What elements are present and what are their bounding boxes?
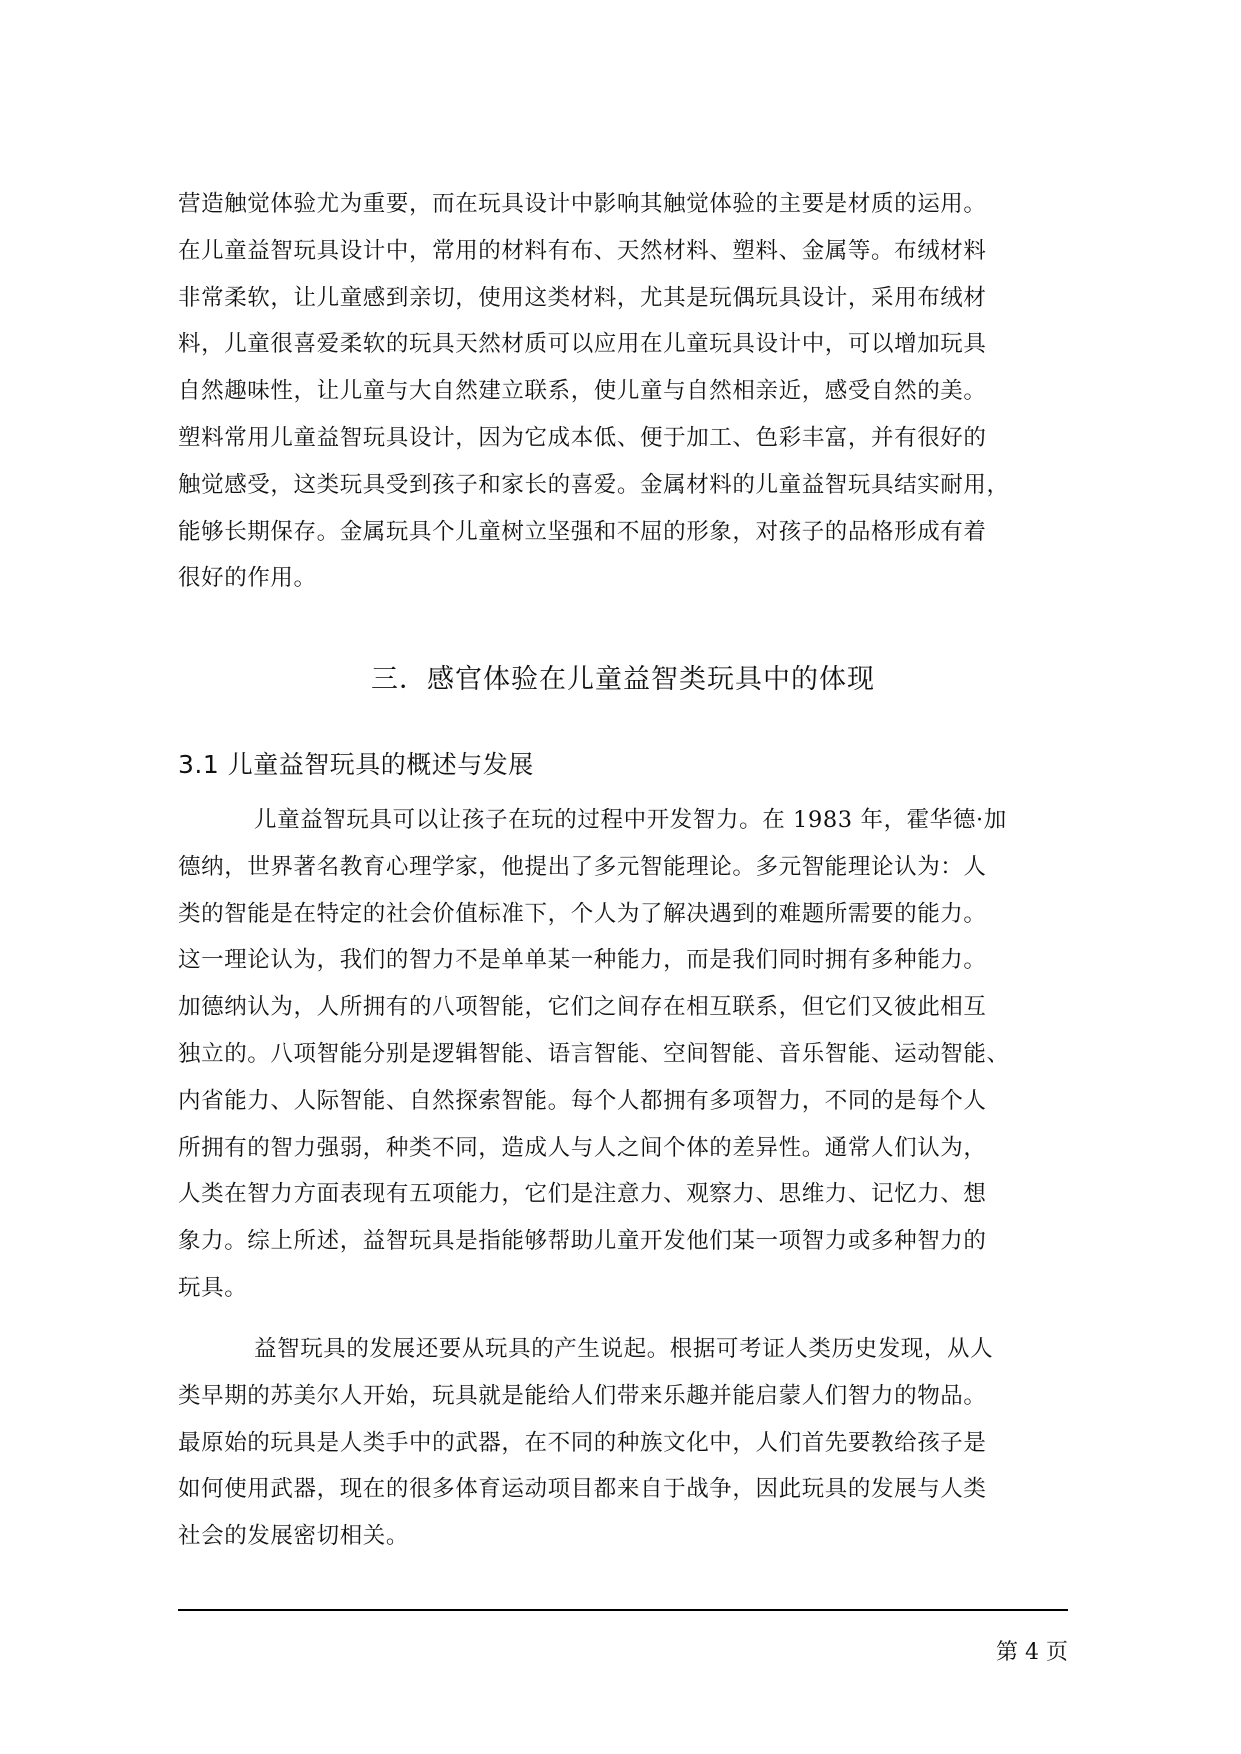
- section-heading: 三．感官体验在儿童益智类玩具中的体现: [371, 664, 875, 695]
- text-line: 很好的作用。: [178, 565, 317, 592]
- text-line: 能够长期保存。金属玩具个儿童树立坚强和不屈的形象，对孩子的品格形成有着: [178, 518, 987, 545]
- paragraph-materials: [178, 181, 1068, 602]
- footer-divider: [178, 1609, 1068, 1611]
- text-line: 营造触觉体验尤为重要，而在玩具设计中影响其触觉体验的主要是材质的运用。: [178, 191, 987, 217]
- text-line: 料，儿童很喜爱柔软的玩具天然材质可以应用在儿童玩具设计中，可以增加玩具: [178, 331, 987, 358]
- text-line: 独立的。八项智能分别是逻辑智能、语言智能、空间智能、音乐智能、运动智能、: [178, 1040, 1010, 1067]
- text-line: 在儿童益智玩具设计中，常用的材料有布、天然材料、塑料、金属等。布绒材料: [178, 237, 987, 264]
- text-line: 玩具。: [178, 1274, 248, 1301]
- paragraph-overview: [178, 797, 1068, 1312]
- text-line: 益智玩具的发展还要从玩具的产生说起。根据可考证人类历史发现，从人: [254, 1336, 994, 1362]
- text-line: 塑料常用儿童益智玩具设计，因为它成本低、便于加工、色彩丰富，并有很好的: [178, 424, 987, 451]
- text-line: 所拥有的智力强弱，种类不同，造成人与人之间个体的差异性。通常人们认为，: [178, 1134, 987, 1161]
- text-line: 类早期的苏美尔人开始，玩具就是能给人们带来乐趣并能启蒙人们智力的物品。: [178, 1382, 987, 1409]
- page-number: 第 4 页: [996, 1640, 1068, 1665]
- subsection-heading: 3.1 儿童益智玩具的概述与发展: [178, 750, 534, 779]
- text-line: 社会的发展密切相关。: [178, 1523, 410, 1550]
- text-line: 儿童益智玩具可以让孩子在玩的过程中开发智力。在 1983 年，霍华德·加: [254, 807, 1007, 833]
- text-line: 内省能力、人际智能、自然探索智能。每个人都拥有多项智力，不同的是每个人: [178, 1087, 987, 1114]
- text-line: 自然趣味性，让儿童与大自然建立联系，使儿童与自然相亲近，感受自然的美。: [178, 378, 987, 405]
- text-line: 如何使用武器，现在的很多体育运动项目都来自于战争，因此玩具的发展与人类: [178, 1476, 987, 1503]
- text-line: 德纳，世界著名教育心理学家，他提出了多元智能理论。多元智能理论认为：人: [178, 853, 987, 880]
- paragraph-history: [178, 1326, 1068, 1560]
- text-line: 触觉感受，这类玩具受到孩子和家长的喜爱。金属材料的儿童益智玩具结实耐用，: [178, 471, 1010, 498]
- text-line: 最原始的玩具是人类手中的武器，在不同的种族文化中，人们首先要教给孩子是: [178, 1429, 987, 1456]
- text-line: 这一理论认为，我们的智力不是单单某一种能力，而是我们同时拥有多种能力。: [178, 947, 987, 974]
- text-line: 人类在智力方面表现有五项能力，它们是注意力、观察力、思维力、记忆力、想: [178, 1181, 987, 1208]
- text-line: 非常柔软，让儿童感到亲切，使用这类材料，尤其是玩偶玩具设计，采用布绒材: [178, 284, 987, 311]
- text-line: 加德纳认为，人所拥有的八项智能，它们之间存在相互联系，但它们又彼此相互: [178, 994, 987, 1021]
- text-line: 象力。综上所述，益智玩具是指能够帮助儿童开发他们某一项智力或多种智力的: [178, 1228, 987, 1255]
- text-line: 类的智能是在特定的社会价值标准下，个人为了解决遇到的难题所需要的能力。: [178, 900, 987, 927]
